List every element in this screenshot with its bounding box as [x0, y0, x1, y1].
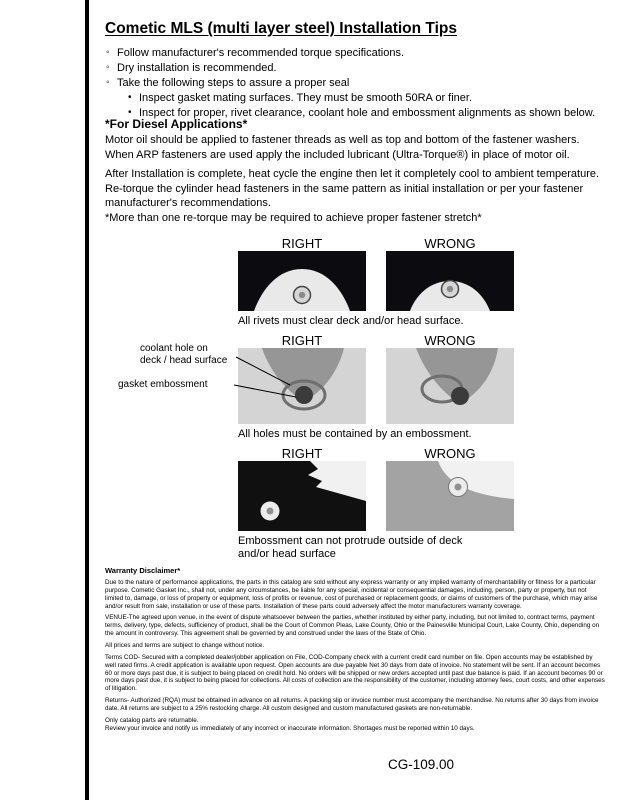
holes-wrong-image — [386, 348, 514, 424]
warranty-paragraph: VENUE-The agreed upon venue, in the event of dispute whatsoever between the parties, whether instituted by either party, including, but not limited to, contract terms, payment terms, delivery, type, defects, sufficiency of product, shall be the Court of Common Pleas, Lake County, Ohio or the Painesville Municipal Court, Lake County, Ohio, depending on the amount in controversy. This agreement shall be governed by and construed under the laws of the State of Ohio. — [105, 614, 600, 638]
sub-bullet-text: Inspect for proper, rivet clearance, coolant hole and embossment alignments as shown below. — [139, 107, 596, 120]
figure-panels — [238, 348, 514, 424]
rivet-right-image — [238, 251, 366, 311]
figures-section — [118, 236, 514, 566]
coolant-hole-label-line1: coolant hole on — [140, 342, 208, 354]
gasket-embossment-label: gasket embossment — [118, 378, 208, 390]
right-header: RIGHT — [281, 332, 323, 348]
diesel-applications-heading: *For Diesel Applications* — [105, 117, 248, 131]
diesel-paragraph-2: After Installation is complete, heat cycle the engine then let it completely cool to ambient temperature. Re-torque the cylinder head fasteners in the same pattern as initial installation or per your fastener manufacturer's recommendations. — [105, 168, 600, 210]
wrong-header: WRONG — [424, 236, 476, 251]
warranty-paragraph: Review your invoice and notify us immediately of any incorrect or inaccurate information. Shortages must be reported within 10 days. — [105, 724, 475, 732]
warranty-paragraph: Returns- Authorized (RQA) must be obtained in advance on all returns. A packing slip or invoice number must accompany the merchandise. No returns after 30 days from invoice date. All returns are subject to a 25% restocking charge. All custom designed and custom manufactured gaskets are non-returnable. — [105, 697, 599, 713]
figure-panels — [238, 251, 514, 311]
bullet-text: Take the following steps to assure a proper seal — [117, 76, 350, 89]
diesel-paragraph-1: Motor oil should be applied to fastener threads as well as top and bottom of the fastener washers. When ARP fasteners are used apply the included lubricant (Ultra-Torque®) in place of motor oil. — [105, 134, 580, 161]
bullet-list — [105, 47, 605, 122]
right-header: RIGHT — [281, 236, 323, 251]
sub-bullet-item — [127, 92, 605, 105]
sub-bullet-text: Inspect gasket mating surfaces. They must be smooth 50RA or finer. — [139, 92, 473, 105]
bullet-item — [105, 62, 605, 75]
figure-rivets — [238, 236, 514, 329]
rivet-wrong-image — [386, 251, 514, 311]
figure-holes — [118, 332, 514, 442]
figure-caption: Embossment can not protrude outside of deck and/or head surface — [238, 534, 463, 561]
figure-caption: All rivets must clear deck and/or head surface. — [238, 315, 464, 327]
warranty-section — [105, 566, 605, 737]
holes-right-image — [238, 348, 366, 424]
figure-caption: All holes must be contained by an embossment. — [238, 427, 472, 440]
coolant-hole-label — [140, 343, 236, 367]
bullet-text: Follow manufacturer's recommended torque specifications. — [117, 47, 405, 59]
bullet-item — [105, 77, 605, 121]
warranty-paragraph: Terms COD- Secured with a completed dealer/jobber application on File, COD-Company check with a current credit card number on file. Open accounts may be established by well rated firms. A credit application is available upon request. Open accounts are due payable Net 30 days from date of invoice. No statement will be sent. If an account becomes 60 or more days past due, it is subject to being placed on credit hold. No orders will be shipped or new orders accepted until past due balance is paid. If an account becomes 90 or more days past due, it is subject to being placed for collections. All costs of collection are the responsibility of the customer, including attorney fees, court costs, and other expenses of litigation. — [105, 653, 605, 693]
right-header: RIGHT — [281, 445, 323, 461]
bullet-item — [105, 47, 605, 60]
page-code: CG-109.00 — [388, 757, 455, 772]
warranty-paragraph: Due to the nature of performance applications, the parts in this catalog are sold without any express warranty or any implied warranty of merchantability or fitness for a particular purpose. Cometic Gasket Inc., shall not, under any circumstances, be liable for any special, incidental or consequential damages, including, person, party or property, but not limited to, damage, or loss of property or equipment, loss of profits or revenue, cost of purchased or replacement goods, or claims of customers of the purchase, which may arise and/or result from sale, installation or use of these parts. Installation of these parts could adversely affect the motor manufacturers warranty coverage. — [105, 579, 598, 610]
warranty-heading: Warranty Disclaimer* — [105, 566, 181, 575]
page-title: Cometic MLS (multi layer steel) Installation Tips — [105, 20, 457, 37]
document-content — [105, 0, 605, 800]
wrong-header: WRONG — [424, 332, 476, 348]
embossment-right-image — [238, 461, 366, 531]
figure-headers — [238, 236, 514, 250]
figure-panels — [238, 461, 514, 531]
warranty-paragraph: Only catalog parts are returnable. — [105, 716, 199, 724]
coolant-hole-label-line2: deck / head surface — [140, 354, 228, 366]
warranty-paragraph: All prices and terms are subject to change without notice. — [105, 642, 265, 650]
retorque-note: *More than one re-torque may be required to achieve proper fastener stretch* — [105, 212, 482, 224]
left-border-rule — [85, 0, 89, 800]
figure-embossment — [238, 446, 514, 563]
wrong-header: WRONG — [424, 445, 476, 461]
embossment-wrong-image — [386, 461, 514, 531]
figure-headers — [238, 446, 514, 460]
bullet-text: Dry installation is recommended. — [117, 61, 277, 74]
figure-headers — [238, 333, 514, 347]
